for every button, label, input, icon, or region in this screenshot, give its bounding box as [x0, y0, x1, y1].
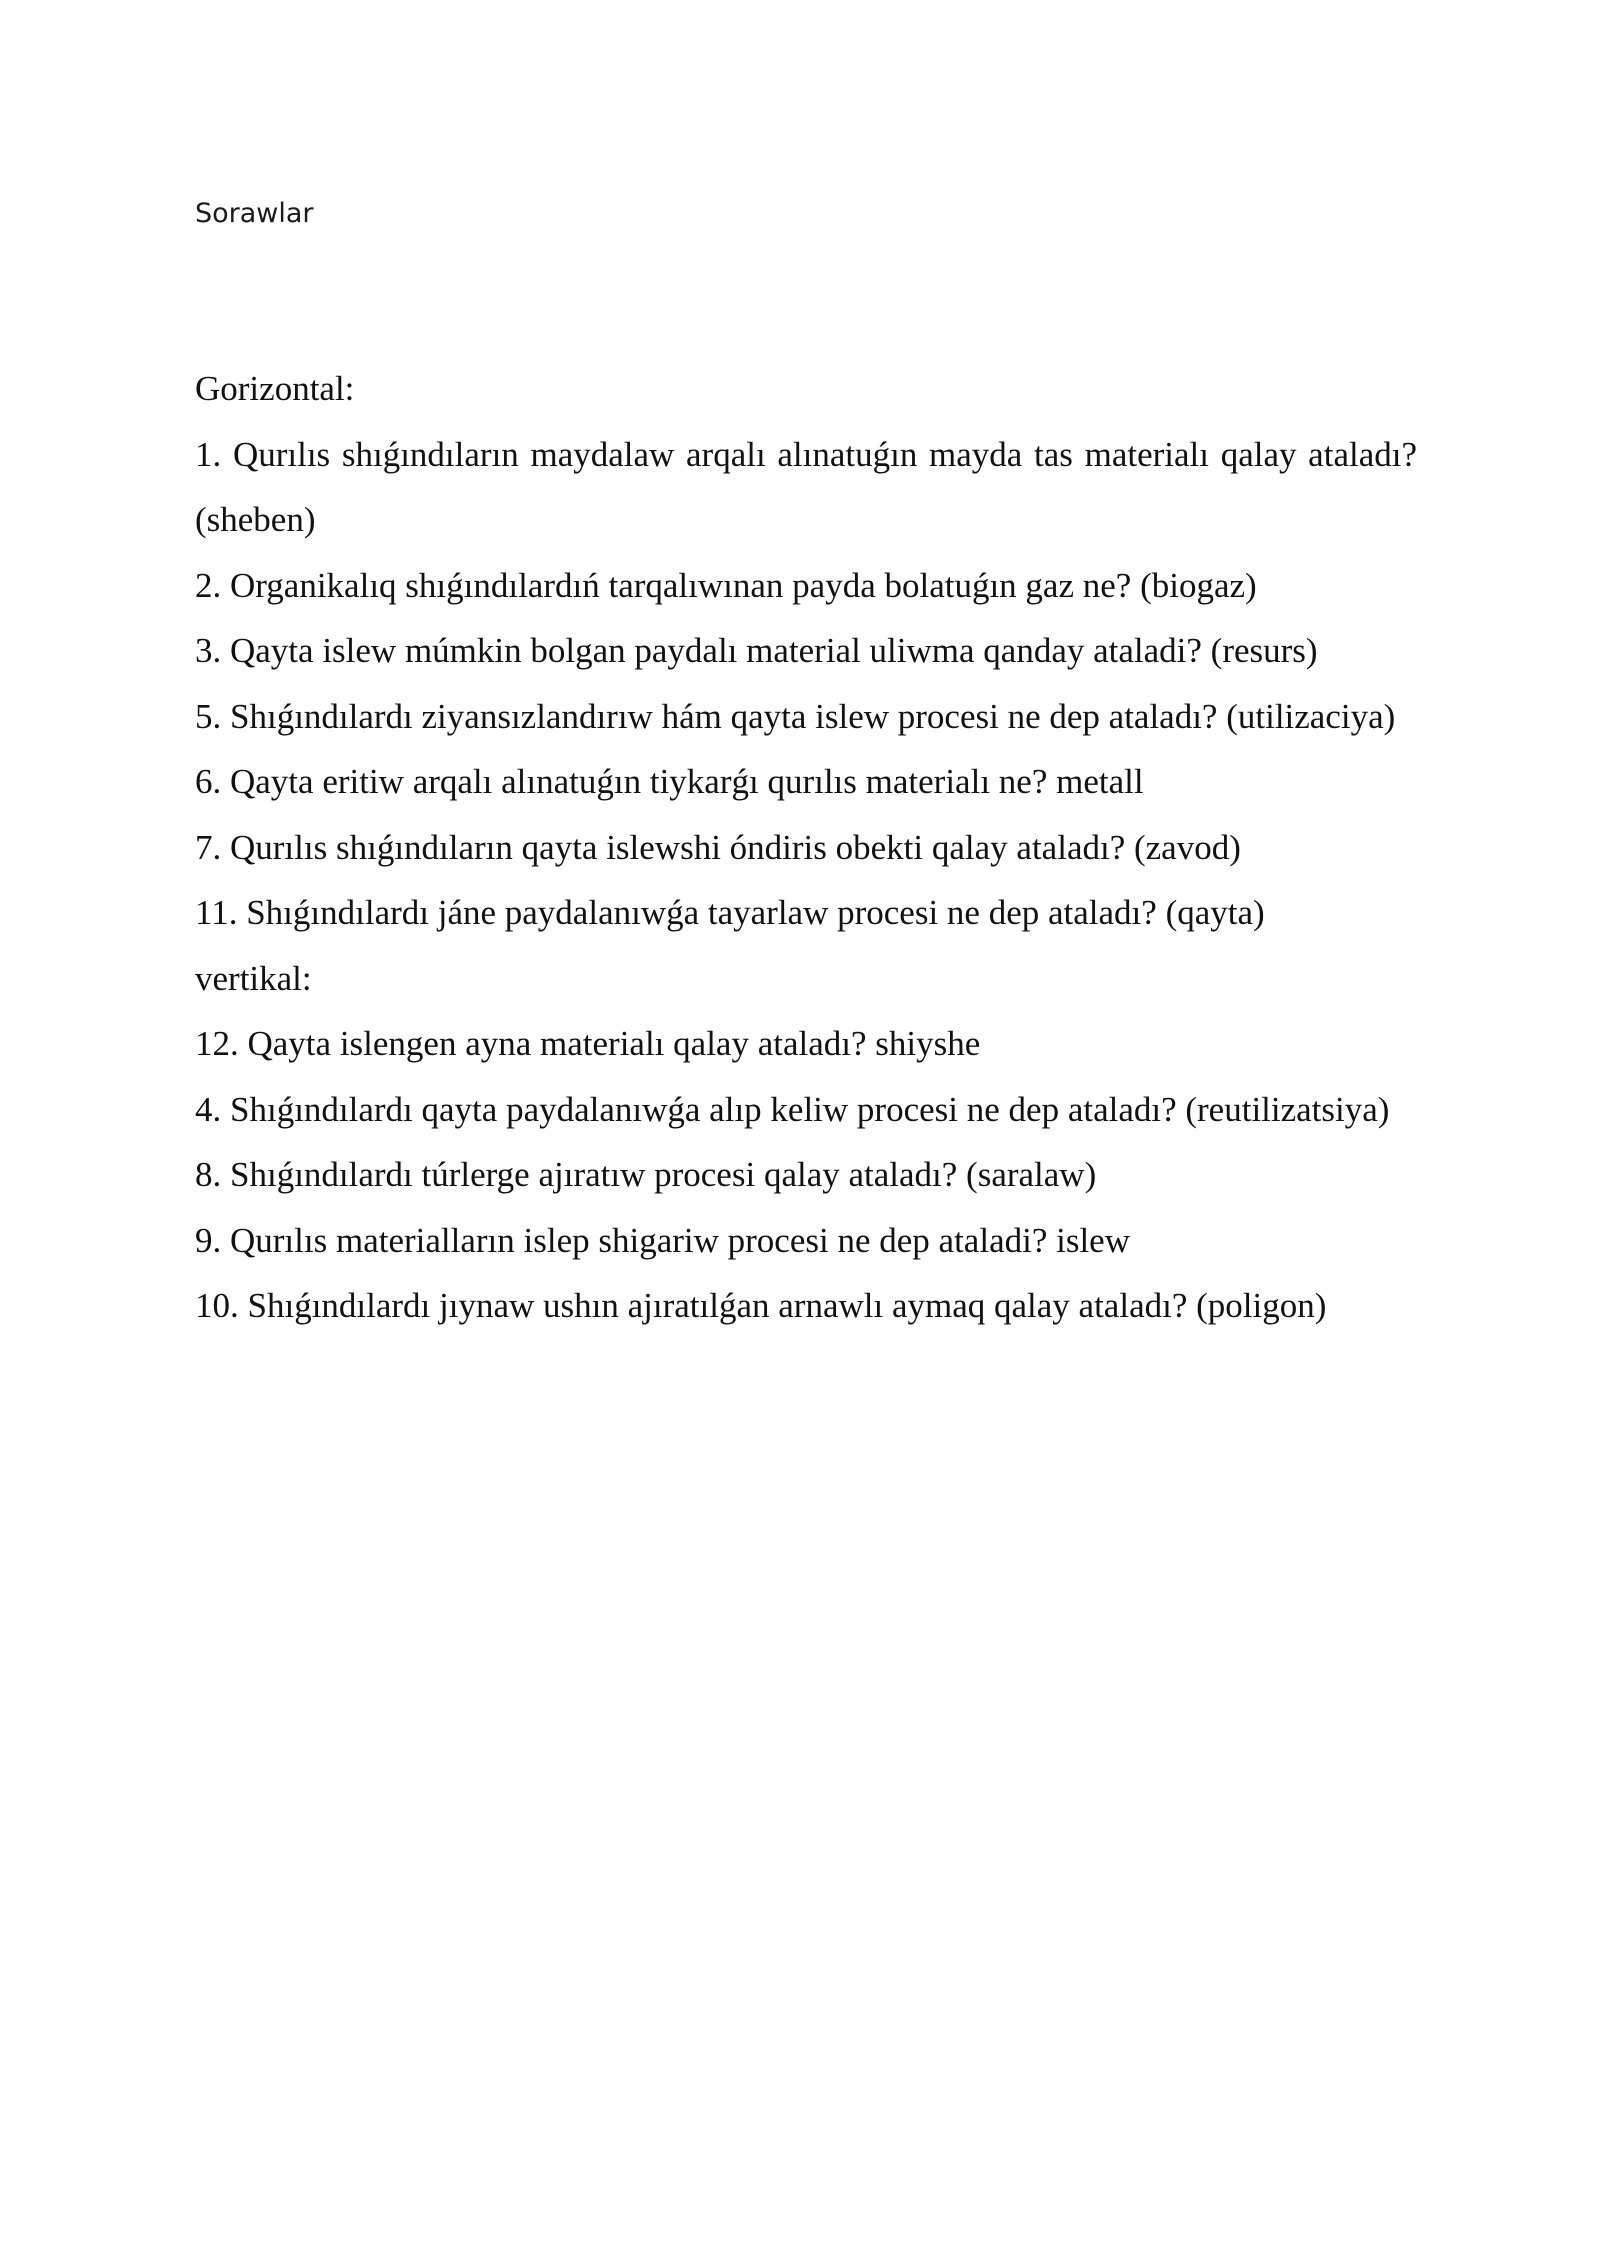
question-item: 8. Shıǵındılardı túrlerge ajıratıw procesi qalay ataladı? (saralaw): [195, 1155, 1097, 1194]
section-heading-horizontal: Gorizontal:: [195, 369, 355, 408]
question-item: 12. Qayta islengen ayna materialı qalay ataladı? shiyshe: [195, 1024, 981, 1063]
question-list: [195, 356, 1417, 1339]
section-heading-vertical: vertikal:: [195, 958, 312, 998]
question-item: 7. Qurılıs shıǵındıların qayta islewshi óndiris obekti qalay ataladı? (zavod): [195, 827, 1241, 867]
question-item: 2. Organikalıq shıǵındılardıń tarqalıwınan payda bolatuǵın gaz ne? (biogaz): [195, 565, 1257, 605]
question-item: 10. Shıǵındılardı jıynaw ushın ajıratılǵan arnawlı aymaq qalay ataladı? (poligon): [195, 1286, 1327, 1325]
question-item: 3. Qayta islew múmkin bolgan paydalı material uliwma qanday ataladi? (resurs): [195, 631, 1318, 670]
question-item: 4. Shıǵındılardı qayta paydalanıwǵa alıp keliw procesi ne dep ataladı? (reutilizatsiya): [195, 1089, 1390, 1129]
question-item: 11. Shıǵındılardı jáne paydalanıwǵa tayarlaw procesi ne dep ataladı? (qayta): [195, 893, 1265, 932]
question-item: 5. Shıǵındılardı ziyansızlandırıw hám qayta islew procesi ne dep ataladı? (utilizaciya): [195, 696, 1396, 736]
question-item: 9. Qurılıs materialların islep shigariw procesi ne dep ataladi? islew: [195, 1220, 1130, 1260]
question-item: 6. Qayta eritiw arqalı alınatuǵın tiykarǵı qurılıs materialı ne? metall: [195, 762, 1144, 801]
page-header: Sorawlar: [195, 198, 314, 229]
question-item: 1. Qurılıs shıǵındıların maydalaw arqalı alınatuǵın mayda tas materialı qalay ataladı? (sheben): [195, 434, 1417, 539]
